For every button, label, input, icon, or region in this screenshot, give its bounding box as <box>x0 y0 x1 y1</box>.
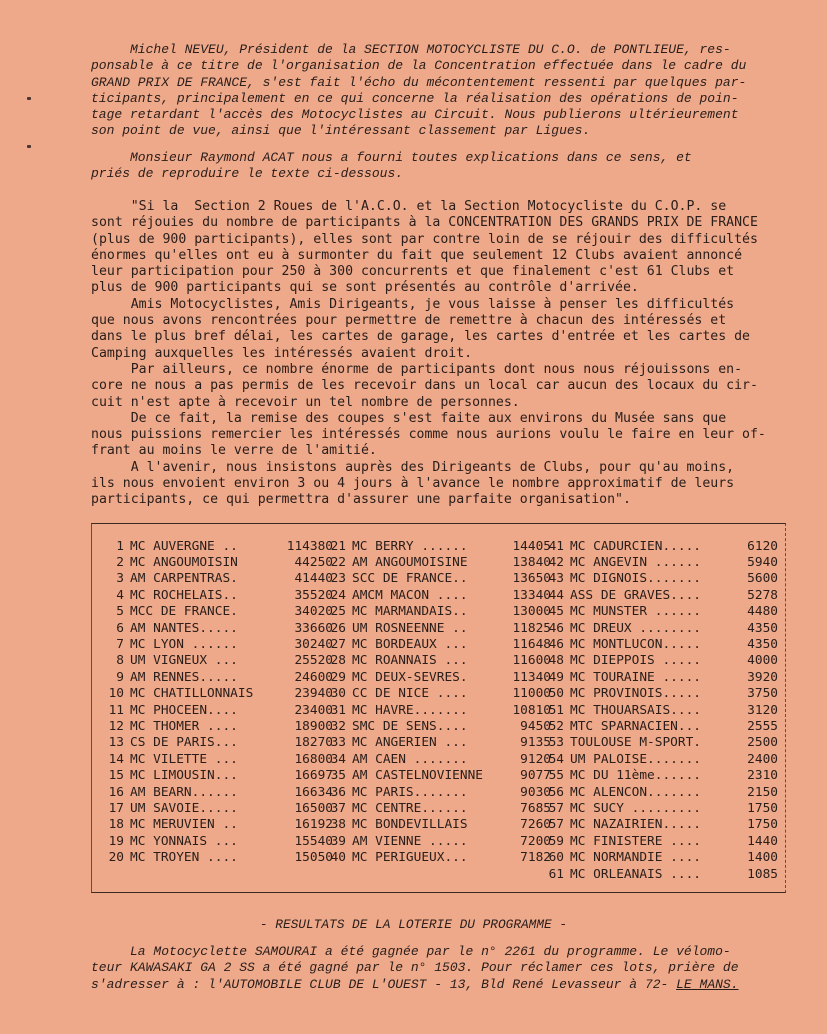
ranking-club: SCC DE FRANCE.. <box>352 571 468 587</box>
letter-line: Amis Motocyclistes, Amis Dirigeants, je vous laisse à penser les difficultés <box>91 296 735 312</box>
ranking-points: 13340 <box>512 587 551 603</box>
intro-paragraph <box>91 42 746 140</box>
letter-line: que nous avons rencontrées pour permettre de remettre à chacun des intéressés et <box>91 313 727 329</box>
ranking-row <box>330 784 551 800</box>
ranking-row <box>548 554 778 570</box>
ranking-rank: 27 <box>330 637 346 653</box>
ranking-rank: 60 <box>548 850 564 866</box>
ranking-rank: 59 <box>548 833 564 849</box>
ranking-row <box>548 866 778 882</box>
letter-line: sont réjouies du nombre de participants à la CONCENTRATION DES GRANDS PRIX DE FRANCE <box>91 215 758 231</box>
ranking-points: 3750 <box>747 686 778 702</box>
ranking-row <box>102 702 333 718</box>
ranking-row <box>102 686 333 702</box>
lottery-title: - RESULTATS DE LA LOTERIE DU PROGRAMME - <box>259 917 568 932</box>
ranking-row <box>330 571 551 587</box>
ranking-points: 14405 <box>512 538 551 554</box>
ranking-points: 18900 <box>294 718 333 734</box>
ranking-rank: 44 <box>548 587 564 603</box>
ranking-row <box>330 604 551 620</box>
ranking-points: 15540 <box>294 833 333 849</box>
ranking-rank: 23 <box>330 571 346 587</box>
ranking-points: 6120 <box>747 538 778 554</box>
ranking-club: AM CAEN ....... <box>352 751 468 767</box>
ranking-points: 2150 <box>747 784 778 800</box>
ranking-club: AMCM MACON .... <box>352 587 468 603</box>
ranking-row <box>330 620 551 636</box>
ranking-row <box>548 587 778 603</box>
ranking-club: MC DU 11ème...... <box>570 768 701 784</box>
ranking-points: 11600 <box>512 653 551 669</box>
ranking-rank: 41 <box>548 538 564 554</box>
ranking-points: 7685 <box>520 800 551 816</box>
ranking-club: MC ANGERIEN ... <box>352 735 468 751</box>
ranking-points: 16800 <box>294 751 333 767</box>
ranking-row <box>102 587 333 603</box>
ranking-row <box>102 833 333 849</box>
ranking-row <box>330 587 551 603</box>
lottery-city: LE MANS. <box>676 976 739 992</box>
ranking-club: MC HAVRE....... <box>352 702 468 718</box>
ranking-rank: 46 <box>548 637 564 653</box>
ranking-row <box>330 718 551 734</box>
ranking-points: 5940 <box>747 555 778 571</box>
ranking-rank: 49 <box>548 669 564 685</box>
letter-line: ils nous envoient environ 3 ou 4 jours à l'avance le nombre approximatif de leurs <box>91 476 735 492</box>
ranking-points: 9450 <box>520 718 551 734</box>
intro-line: ponsable à ce titre de l'organisation de la Concentration effectuée dans le cadre du <box>91 58 747 74</box>
ranking-club: MC CENTRE...... <box>352 800 468 816</box>
club-ranking-table <box>91 523 786 893</box>
ranking-points: 9135 <box>520 735 551 751</box>
ranking-row <box>330 735 551 751</box>
ranking-rank: 39 <box>330 833 346 849</box>
ranking-club: MC DREUX ........ <box>570 620 701 636</box>
ranking-points: 4350 <box>747 637 778 653</box>
letter-line: nous puissions remercier les intéressés comme nous aurions voulu le faire en leur of- <box>91 427 766 443</box>
ranking-club: MC PHOCEEN.... <box>130 702 238 718</box>
ranking-rank: 56 <box>548 784 564 800</box>
ranking-row <box>330 669 551 685</box>
ranking-club: MC BONDEVILLAIS <box>352 817 468 833</box>
ranking-club: MC PROVINOIS..... <box>570 686 701 702</box>
ranking-row <box>548 620 778 636</box>
ranking-club: MTC SPARNACIEN... <box>570 718 701 734</box>
ranking-rank: 53 <box>548 735 564 751</box>
ranking-points: 16697 <box>294 768 333 784</box>
ranking-points: 7200 <box>520 833 551 849</box>
ranking-row <box>102 800 333 816</box>
ranking-points: 11825 <box>512 620 551 636</box>
letter-line: De ce fait, la remise des coupes s'est faite aux environs du Musée sans que <box>91 410 727 426</box>
ranking-row <box>330 702 551 718</box>
ranking-club: MC ANGEVIN ...... <box>570 555 701 571</box>
ranking-row <box>102 653 333 669</box>
ranking-points: 33660 <box>294 620 333 636</box>
ranking-rank: 45 <box>548 604 564 620</box>
ranking-club: UM ROSNEENNE .. <box>352 620 468 636</box>
ranking-points: 5600 <box>747 571 778 587</box>
ranking-rank: 21 <box>330 538 346 554</box>
ranking-points: 34020 <box>294 604 333 620</box>
ranking-club: MC PERIGUEUX... <box>352 850 468 866</box>
ranking-club: MC MERUVIEN .. <box>130 817 238 833</box>
ranking-row <box>102 767 333 783</box>
ranking-rank: 13 <box>108 735 124 751</box>
ranking-club: MC THOMER .... <box>130 718 238 734</box>
letter-line: participants, ce qui permettra d'assurer une parfaite organisation". <box>91 492 631 508</box>
ranking-club: MC CADURCIEN..... <box>570 538 701 554</box>
ranking-rank: 42 <box>548 555 564 571</box>
letter-line: dans le plus bref délai, les cartes de garage, les cartes d'entrée et les cartes de <box>91 329 750 345</box>
ranking-points: 4000 <box>747 653 778 669</box>
ranking-row <box>102 604 333 620</box>
ranking-row <box>548 669 778 685</box>
ranking-row <box>330 686 551 702</box>
ranking-rank: 61 <box>548 866 564 882</box>
ranking-rank: 52 <box>548 718 564 734</box>
ranking-row <box>102 636 333 652</box>
intro-line: tage retardant l'accès des Motocyclistes au Circuit. Nous publierons ultérieurement <box>91 107 739 123</box>
ranking-rank: 28 <box>330 653 346 669</box>
ranking-row <box>548 784 778 800</box>
ranking-rank: 57 <box>548 817 564 833</box>
ranking-points: 2310 <box>747 768 778 784</box>
ranking-row <box>548 849 778 865</box>
ranking-club: MC FINISTERE .... <box>570 833 701 849</box>
ranking-points: 15050 <box>294 850 333 866</box>
ranking-rank: 29 <box>330 669 346 685</box>
ranking-points: 9030 <box>520 784 551 800</box>
ranking-points: 1440 <box>747 833 778 849</box>
ranking-rank: 50 <box>548 686 564 702</box>
ranking-club: MC ORLEANAIS .... <box>570 866 701 882</box>
ranking-points: 16500 <box>294 800 333 816</box>
ranking-row <box>102 784 333 800</box>
lottery-line: teur KAWASAKI GA 2 SS a été gagné par le n° 1503. Pour réclamer ces lots, prière de <box>91 960 739 976</box>
ranking-rank: 20 <box>108 850 124 866</box>
intro-line: priés de reproduire le texte ci-dessous. <box>91 166 404 182</box>
ranking-points: 7182 <box>520 850 551 866</box>
ranking-row <box>330 653 551 669</box>
intro-line: ticipants, principalement en ce qui concerne la réalisation des opérations de poin- <box>91 90 739 106</box>
ranking-row <box>102 718 333 734</box>
ranking-points: 16634 <box>294 784 333 800</box>
ranking-club: MC MONTLUCON..... <box>570 637 701 653</box>
ranking-row <box>102 669 333 685</box>
ranking-club: UM PALOISE....... <box>570 751 701 767</box>
ranking-rank: 18 <box>108 817 124 833</box>
ranking-rank: 46 <box>548 620 564 636</box>
lottery-line: s'adresser à : l'AUTOMOBILE CLUB DE L'OUEST - 13, Bld René Levasseur à 72- LE MANS. <box>91 976 739 992</box>
ranking-points: 41440 <box>294 571 333 587</box>
ranking-points: 23940 <box>294 686 333 702</box>
letter-line: core ne nous a pas permis de les recevoir dans un local car aucun des locaux du cir- <box>91 378 758 394</box>
ranking-rank: 1 <box>116 538 124 554</box>
ranking-club: MC DIEPPOIS ..... <box>570 653 701 669</box>
ranking-club: AM BEARN...... <box>130 784 238 800</box>
ranking-club: TOULOUSE M-SPORT. <box>570 735 701 751</box>
ranking-row <box>102 735 333 751</box>
ranking-column-3 <box>548 538 778 882</box>
ranking-points: 13000 <box>512 604 551 620</box>
letter-line: Camping auxquelles les intéressés avaient droit. <box>91 345 473 361</box>
ranking-club: UM SAVOIE..... <box>130 800 238 816</box>
ranking-row <box>330 554 551 570</box>
ranking-rank: 24 <box>330 587 346 603</box>
ranking-club: MC SUCY ......... <box>570 800 701 816</box>
ranking-points: 13840 <box>512 555 551 571</box>
ranking-rank: 9 <box>116 669 124 685</box>
ranking-club: UM VIGNEUX ... <box>130 653 238 669</box>
ranking-club: AM CASTELNOVIENNE <box>352 768 483 784</box>
ranking-club: MC LYON ...... <box>130 637 238 653</box>
ranking-row <box>102 538 333 554</box>
ranking-rank: 33 <box>330 735 346 751</box>
intro-line: GRAND PRIX DE FRANCE, s'est fait l'écho du mécontentement ressenti par quelques par- <box>91 74 747 90</box>
ranking-rank: 55 <box>548 768 564 784</box>
ranking-row <box>102 849 333 865</box>
ranking-rank: 17 <box>108 800 124 816</box>
ranking-club: MCC DE FRANCE. <box>130 604 238 620</box>
ranking-rank: 31 <box>330 702 346 718</box>
ranking-column-1 <box>102 538 333 866</box>
ranking-row <box>548 702 778 718</box>
ranking-points: 16192 <box>294 817 333 833</box>
ranking-points: 1400 <box>747 850 778 866</box>
intro-line: Monsieur Raymond ACAT nous a fourni toutes explications dans ce sens, et <box>91 150 692 165</box>
ranking-club: MC AUVERGNE .. <box>130 538 238 554</box>
ranking-points: 1085 <box>747 866 778 882</box>
ranking-rank: 57 <box>548 800 564 816</box>
ranking-club: MC DIGNOIS....... <box>570 571 701 587</box>
ranking-rank: 51 <box>548 702 564 718</box>
ranking-points: 9077 <box>520 768 551 784</box>
ranking-rank: 37 <box>330 800 346 816</box>
ranking-rank: 32 <box>330 718 346 734</box>
ranking-club: MC DEUX-SEVRES. <box>352 669 468 685</box>
ranking-points: 11000 <box>512 686 551 702</box>
ranking-rank: 11 <box>108 702 124 718</box>
ranking-rank: 12 <box>108 718 124 734</box>
ranking-rank: 2 <box>116 555 124 571</box>
ranking-points: 2500 <box>747 735 778 751</box>
ranking-club: MC BERRY ...... <box>352 538 468 554</box>
ranking-row <box>548 604 778 620</box>
ranking-row <box>102 817 333 833</box>
ranking-row <box>330 751 551 767</box>
ranking-points: 25520 <box>294 653 333 669</box>
ranking-rank: 48 <box>548 653 564 669</box>
ranking-rank: 26 <box>330 620 346 636</box>
ranking-rank: 14 <box>108 751 124 767</box>
ranking-club: MC ANGOUMOISIN <box>130 555 238 571</box>
ranking-row <box>548 767 778 783</box>
ranking-points: 13650 <box>512 571 551 587</box>
ranking-row <box>548 800 778 816</box>
margin-mark <box>27 97 31 100</box>
ranking-rank: 5 <box>116 604 124 620</box>
ranking-rank: 38 <box>330 817 346 833</box>
ranking-row <box>330 817 551 833</box>
ranking-points: 30240 <box>294 637 333 653</box>
ranking-rank: 10 <box>108 686 124 702</box>
ranking-row <box>330 800 551 816</box>
ranking-points: 24600 <box>294 669 333 685</box>
ranking-row <box>548 735 778 751</box>
letter-line: A l'avenir, nous insistons auprès des Dirigeants de Clubs, pour qu'au moins, <box>91 459 735 475</box>
ranking-club: CS DE PARIS... <box>130 735 238 751</box>
ranking-club: MC CHATILLONNAIS <box>130 686 254 702</box>
ranking-points: 2555 <box>747 718 778 734</box>
ranking-points: 3920 <box>747 669 778 685</box>
intro-line: Michel NEVEU, Président de la SECTION MOTOCYCLISTE DU C.O. de PONTLIEUE, res- <box>91 42 731 57</box>
ranking-points: 2400 <box>747 751 778 767</box>
ranking-points: 7260 <box>520 817 551 833</box>
ranking-club: ASS DE GRAVES.... <box>570 587 701 603</box>
lottery-paragraph <box>91 944 739 993</box>
letter-line: "Si la Section 2 Roues de l'A.C.O. et la Section Motocycliste du C.O.P. se <box>91 199 727 214</box>
ranking-club: CC DE NICE .... <box>352 686 468 702</box>
ranking-points: 35520 <box>294 587 333 603</box>
ranking-club: AM VIENNE ..... <box>352 833 468 849</box>
ranking-club: MC VILETTE ... <box>130 751 238 767</box>
ranking-rank: 36 <box>330 784 346 800</box>
letter-text <box>91 199 766 509</box>
ranking-row <box>548 751 778 767</box>
ranking-points: 5278 <box>747 587 778 603</box>
ranking-club: MC PARIS....... <box>352 784 468 800</box>
ranking-row <box>548 718 778 734</box>
ranking-rank: 43 <box>548 571 564 587</box>
ranking-points: 44250 <box>294 555 333 571</box>
ranking-points: 18270 <box>294 735 333 751</box>
letter-line: cuit n'est apte à recevoir un tel nombre de personnes. <box>91 394 520 410</box>
letter-line: Par ailleurs, ce nombre énorme de participants dont nous nous réjouissons en- <box>91 361 743 377</box>
ranking-points: 23400 <box>294 702 333 718</box>
ranking-rank: 6 <box>116 620 124 636</box>
ranking-club: MC MARMANDAIS.. <box>352 604 468 620</box>
ranking-row <box>548 571 778 587</box>
ranking-row <box>548 817 778 833</box>
intro-line: son point de vue, ainsi que l'intéressant classement par Ligues. <box>91 123 591 139</box>
ranking-row <box>330 538 551 554</box>
ranking-club: MC NORMANDIE .... <box>570 850 701 866</box>
ranking-club: MC NAZAIRIEN..... <box>570 817 701 833</box>
ranking-rank: 22 <box>330 555 346 571</box>
ranking-points: 1750 <box>747 817 778 833</box>
ranking-rank: 30 <box>330 686 346 702</box>
ranking-rank: 25 <box>330 604 346 620</box>
ranking-points: 3120 <box>747 702 778 718</box>
ranking-club: MC TOURAINE ..... <box>570 669 701 685</box>
ranking-rank: 4 <box>116 587 124 603</box>
ranking-row <box>330 767 551 783</box>
ranking-club: AM RENNES..... <box>130 669 238 685</box>
ranking-row <box>102 554 333 570</box>
ranking-row <box>102 620 333 636</box>
ranking-club: MC TROYEN .... <box>130 850 238 866</box>
ranking-points: 9120 <box>520 751 551 767</box>
ranking-club: MC LIMOUSIN... <box>130 768 238 784</box>
letter-line: leur participation pour 250 à 300 concurrents et que finalement c'est 61 Clubs et <box>91 264 735 280</box>
ranking-points: 10810 <box>512 702 551 718</box>
ranking-row <box>102 751 333 767</box>
ranking-rank: 40 <box>330 850 346 866</box>
ranking-row <box>330 636 551 652</box>
ranking-rank: 8 <box>116 653 124 669</box>
ranking-club: SMC DE SENS.... <box>352 718 468 734</box>
ranking-rank: 34 <box>330 751 346 767</box>
ranking-rank: 15 <box>108 768 124 784</box>
ranking-row <box>548 686 778 702</box>
letter-line: plus de 900 participants qui se sont présentés au contrôle d'arrivée. <box>91 280 639 296</box>
ranking-rank: 7 <box>116 637 124 653</box>
ranking-points: 11340 <box>512 669 551 685</box>
lottery-line: La Motocyclette SAMOURAI a été gagnée par le n° 2261 du programme. Le vélomo- <box>91 944 731 959</box>
ranking-rank: 19 <box>108 833 124 849</box>
ranking-club: MC YONNAIS ... <box>130 833 238 849</box>
ranking-row <box>548 653 778 669</box>
ranking-points: 4480 <box>747 604 778 620</box>
ranking-club: MC MUNSTER ...... <box>570 604 701 620</box>
ranking-row <box>548 538 778 554</box>
ranking-rank: 54 <box>548 751 564 767</box>
ranking-row <box>102 571 333 587</box>
ranking-points: 114380 <box>286 538 333 554</box>
ranking-points: 1750 <box>747 800 778 816</box>
ranking-club: MC ALENCON....... <box>570 784 701 800</box>
ranking-rank: 35 <box>330 768 346 784</box>
ranking-rank: 3 <box>116 571 124 587</box>
letter-line: (plus de 900 participants), elles sont par contre loin de se réjouir des difficultés <box>91 231 758 247</box>
ranking-points: 11648 <box>512 637 551 653</box>
ranking-row <box>330 849 551 865</box>
ranking-club: MC ROANNAIS ... <box>352 653 468 669</box>
ranking-club: MC ROCHELAIS.. <box>130 587 238 603</box>
ranking-rank: 16 <box>108 784 124 800</box>
ranking-points: 4350 <box>747 620 778 636</box>
ranking-club: MC BORDEAUX ... <box>352 637 468 653</box>
ranking-club: AM NANTES..... <box>130 620 238 636</box>
ranking-row <box>330 833 551 849</box>
intro-paragraph-2 <box>91 150 692 183</box>
ranking-club: MC THOUARSAIS.... <box>570 702 701 718</box>
letter-line: frant au moins le verre de l'amitié. <box>91 443 377 459</box>
ranking-club: AM ANGOUMOISINE <box>352 555 468 571</box>
ranking-row <box>548 833 778 849</box>
letter-line: énormes qu'elles ont eu à surmonter du fait que seulement 12 Clubs avaient annoncé <box>91 247 743 263</box>
ranking-column-2 <box>330 538 551 866</box>
ranking-club: AM CARPENTRAS. <box>130 571 238 587</box>
ranking-row <box>548 636 778 652</box>
margin-mark <box>27 145 31 148</box>
